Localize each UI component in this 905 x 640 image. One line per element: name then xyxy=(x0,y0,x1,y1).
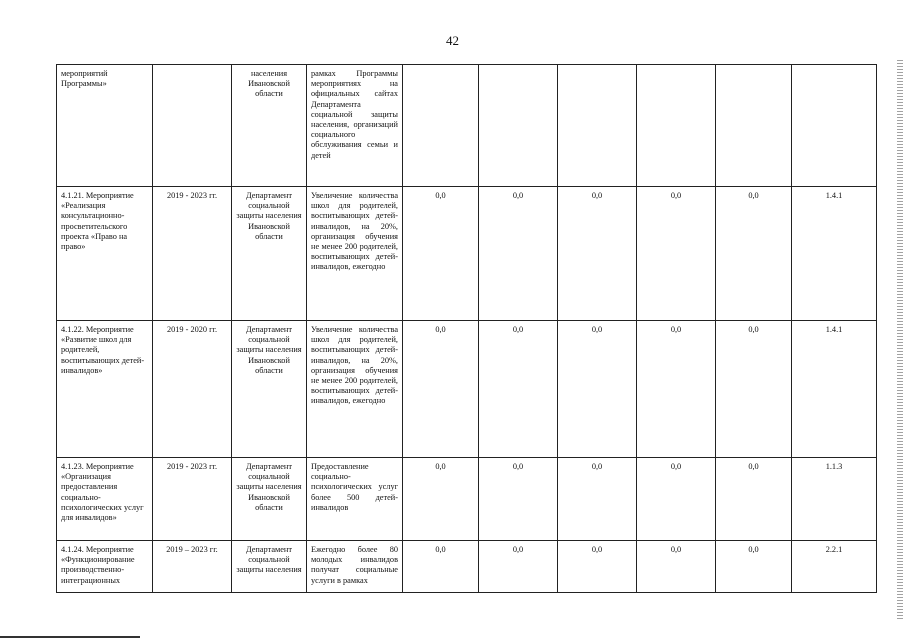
funding-value-cell: 0,0 xyxy=(403,458,479,541)
activity-name-cell: 4.1.22. Мероприятие «Развитие школ для родителей, воспитывающих детей-инвалидов» xyxy=(57,321,153,458)
table-body xyxy=(57,65,877,593)
funding-value-cell xyxy=(716,65,792,187)
funding-value-cell: 0,0 xyxy=(479,458,558,541)
period-cell: 2019 – 2023 гг. xyxy=(153,541,232,593)
activity-name-cell: 4.1.24. Мероприятие «Функционирование производственно-интеграционных xyxy=(57,541,153,593)
period-cell: 2019 - 2023 гг. xyxy=(153,187,232,321)
executor-cell: Департамент социальной защиты населения Ивановской области xyxy=(232,458,307,541)
executor-cell: населения Ивановской области xyxy=(232,65,307,187)
executor-cell: Департамент социальной защиты населения Ивановской области xyxy=(232,321,307,458)
funding-value-cell: 0,0 xyxy=(558,541,637,593)
executor-cell: Департамент социальной защиты населения xyxy=(232,541,307,593)
funding-value-cell: 0,0 xyxy=(716,541,792,593)
expected-result-cell: Ежегодно более 80 молодых инвалидов получат социальные услуги в рамках xyxy=(307,541,403,593)
bottom-rule xyxy=(0,636,140,638)
activity-name-cell: 4.1.21. Мероприятие «Реализация консультационно-просветительского проекта «Право на право» xyxy=(57,187,153,321)
funding-value-cell xyxy=(558,65,637,187)
funding-value-cell: 0,0 xyxy=(637,321,716,458)
funding-value-cell: 0,0 xyxy=(637,187,716,321)
expected-result-cell: Увеличение количества школ для родителей, воспитывающих детей-инвалидов, на 20%, организация обучения не менее 200 родителей, воспитывающих детей-инвалидов, ежегодно xyxy=(307,321,403,458)
period-cell: 2019 - 2023 гг. xyxy=(153,458,232,541)
page-number: 42 xyxy=(446,33,459,48)
funding-value-cell: 0,0 xyxy=(716,321,792,458)
funding-value-cell: 0,0 xyxy=(479,187,558,321)
table-row xyxy=(57,458,877,541)
funding-value-cell: 0,0 xyxy=(637,541,716,593)
table-row xyxy=(57,321,877,458)
indicator-cell: 1.4.1 xyxy=(792,187,877,321)
funding-value-cell: 0,0 xyxy=(403,321,479,458)
indicator-cell: 1.1.3 xyxy=(792,458,877,541)
scan-edge-artifact xyxy=(897,60,903,620)
indicator-cell: 2.2.1 xyxy=(792,541,877,593)
activity-name-cell: мероприятий Программы» xyxy=(57,65,153,187)
funding-value-cell: 0,0 xyxy=(403,541,479,593)
funding-value-cell: 0,0 xyxy=(558,458,637,541)
funding-value-cell: 0,0 xyxy=(479,321,558,458)
table-row xyxy=(57,187,877,321)
funding-value-cell: 0,0 xyxy=(716,187,792,321)
activity-name-cell: 4.1.23. Мероприятие «Организация предоставления социально-психологических услуг для инвалидов» xyxy=(57,458,153,541)
indicator-cell xyxy=(792,65,877,187)
period-cell xyxy=(153,65,232,187)
funding-value-cell: 0,0 xyxy=(558,187,637,321)
program-table xyxy=(56,64,877,593)
table-row xyxy=(57,541,877,593)
table-row xyxy=(57,65,877,187)
period-cell: 2019 - 2020 гг. xyxy=(153,321,232,458)
executor-cell: Департамент социальной защиты населения Ивановской области xyxy=(232,187,307,321)
expected-result-cell: Увеличение количества школ для родителей, воспитывающих детей-инвалидов, на 20%, организация обучения не менее 200 родителей, воспитывающих детей-инвалидов, ежегодно xyxy=(307,187,403,321)
funding-value-cell: 0,0 xyxy=(403,187,479,321)
expected-result-cell: рамках Программы мероприятиях на официальных сайтах Департамента социальной защиты населения, организаций социального обслуживания семьи и детей xyxy=(307,65,403,187)
funding-value-cell: 0,0 xyxy=(558,321,637,458)
funding-value-cell xyxy=(403,65,479,187)
funding-value-cell: 0,0 xyxy=(479,541,558,593)
funding-value-cell: 0,0 xyxy=(637,458,716,541)
expected-result-cell: Предоставление социально-психологических услуг более 500 детей-инвалидов xyxy=(307,458,403,541)
funding-value-cell xyxy=(637,65,716,187)
funding-value-cell xyxy=(479,65,558,187)
funding-value-cell: 0,0 xyxy=(716,458,792,541)
indicator-cell: 1.4.1 xyxy=(792,321,877,458)
